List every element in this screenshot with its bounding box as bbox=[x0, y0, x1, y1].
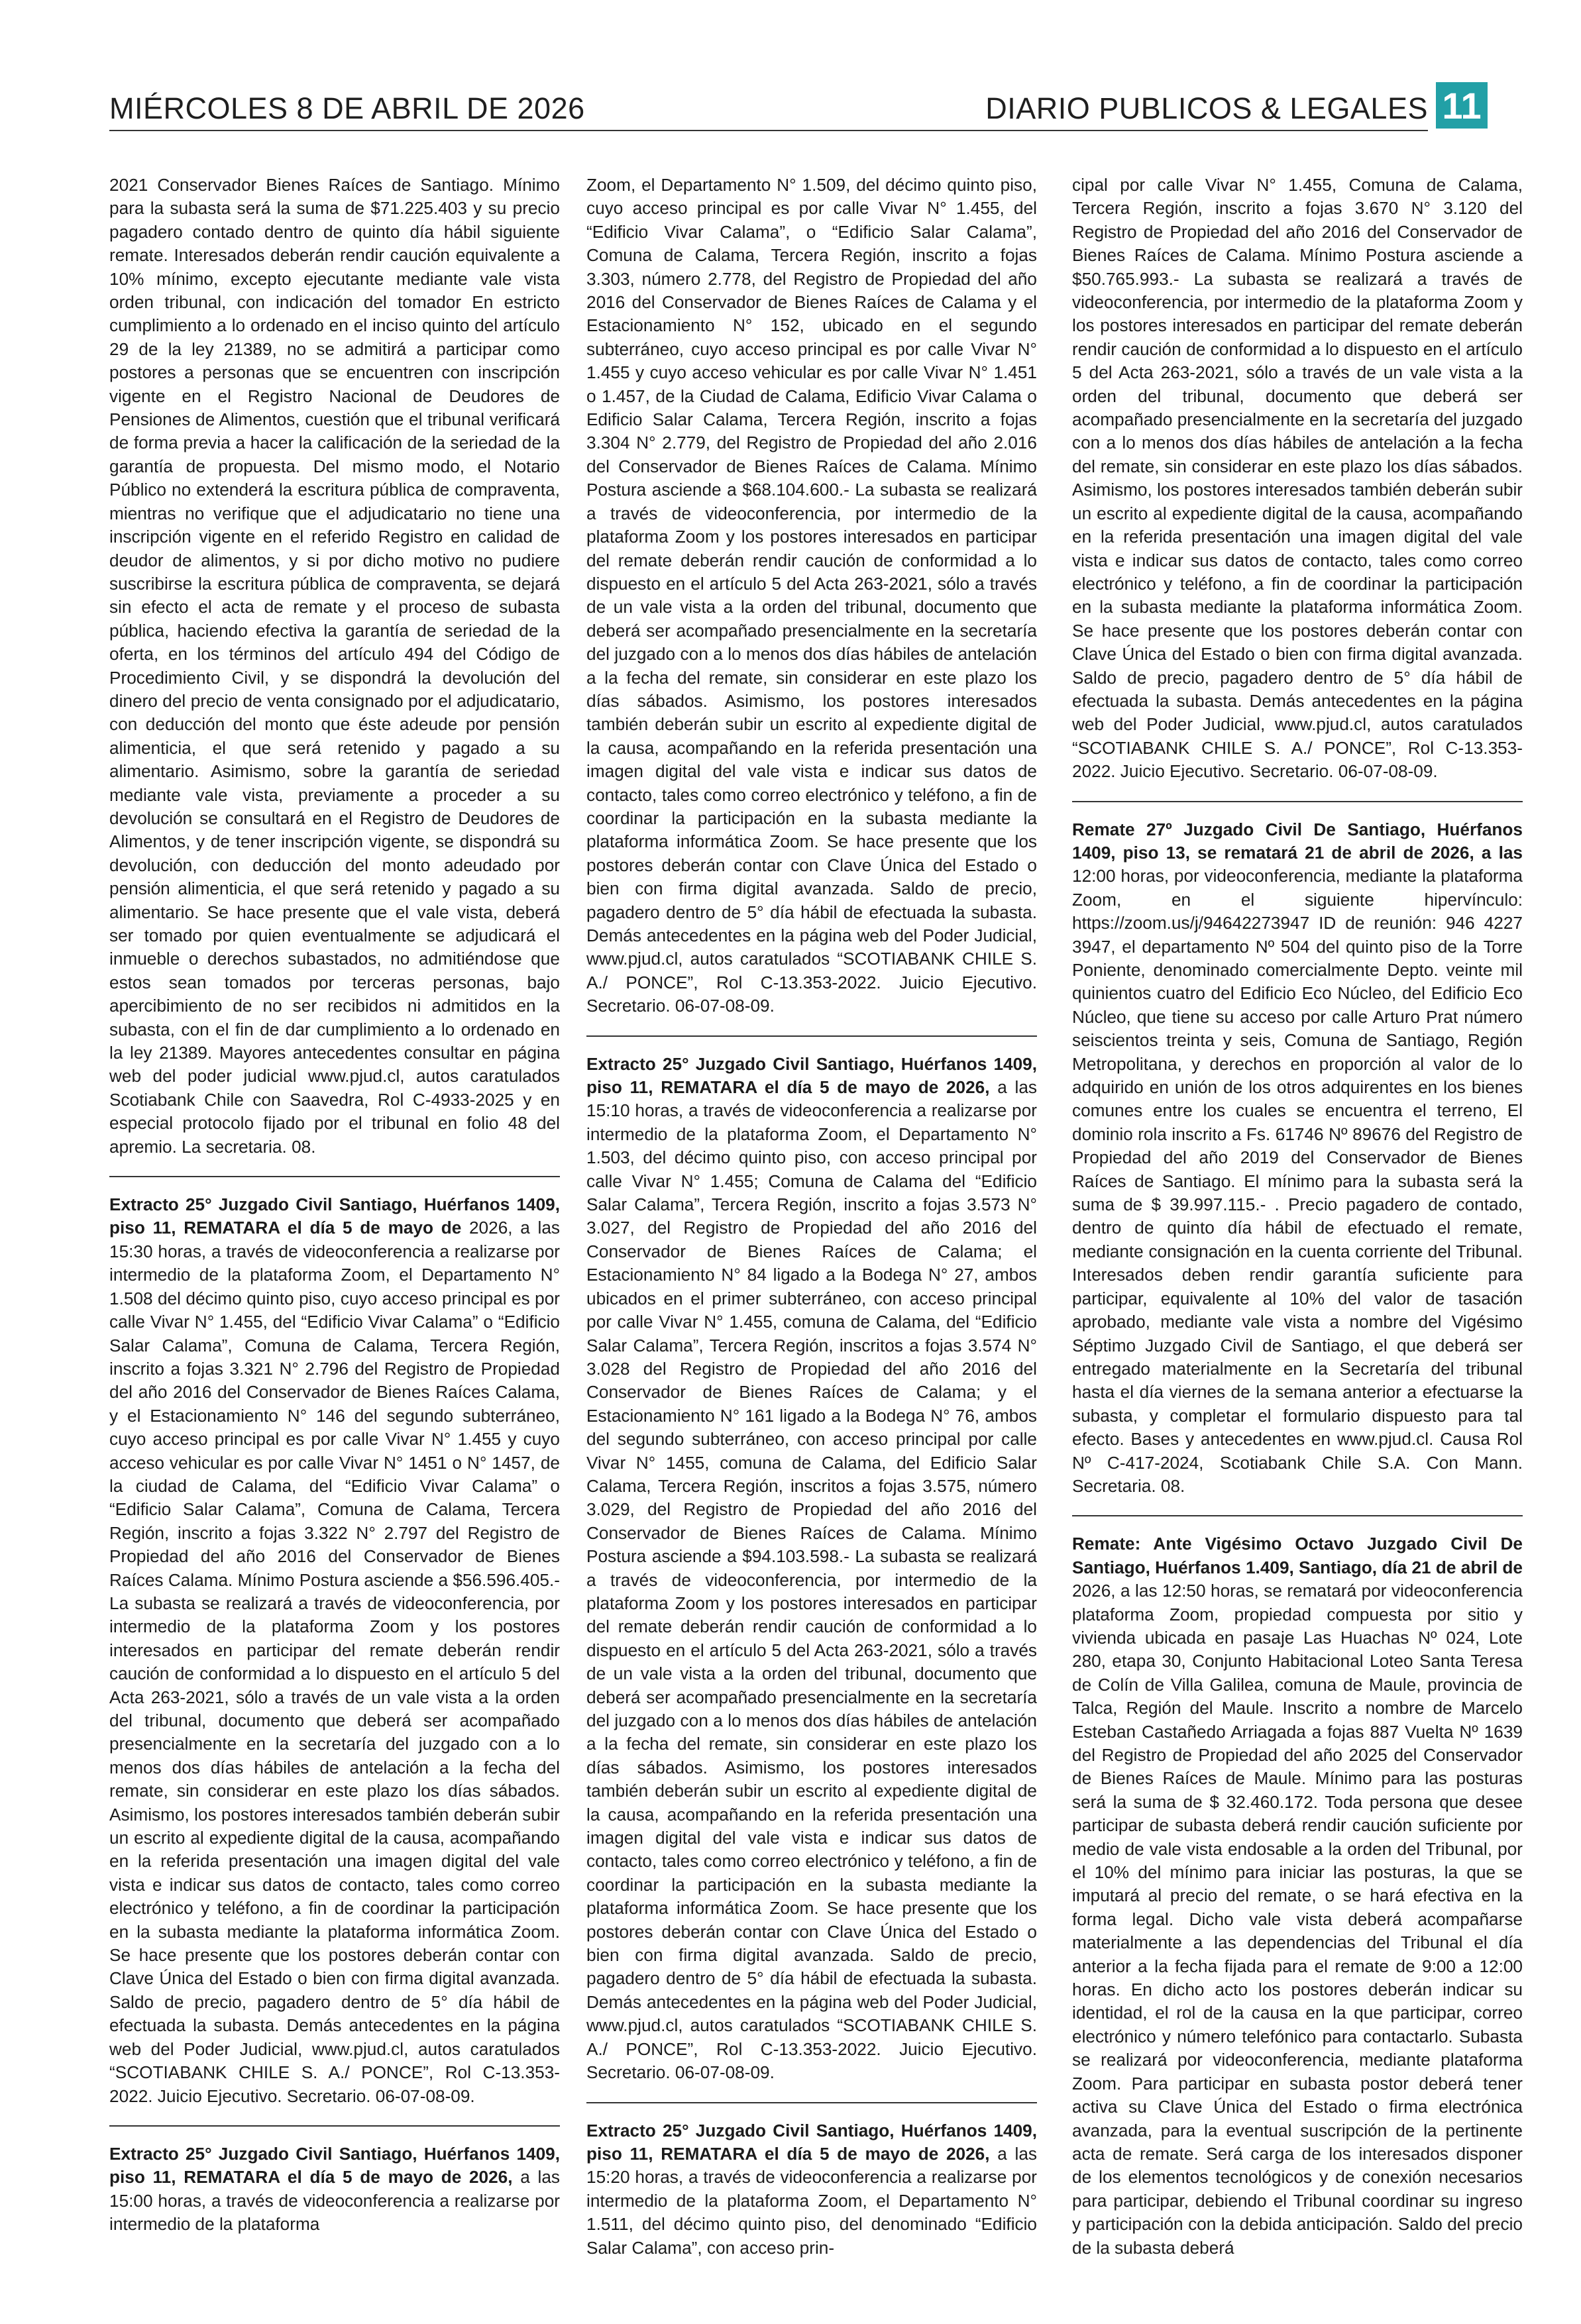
notice-separator bbox=[586, 1035, 1037, 1037]
header-rule bbox=[109, 130, 1428, 131]
notice-paragraph bbox=[109, 1193, 560, 2108]
column-3 bbox=[1072, 174, 1523, 2280]
notice-heading: Extracto 25° Juzgado Civil Santiago, Huérfanos 1409, piso 11, REMATARA el día 5 de mayo de 2026, bbox=[586, 2120, 1037, 2164]
issue-date: MIÉRCOLES 8 DE ABRIL DE 2026 bbox=[109, 91, 585, 125]
notice-body: 2026, a las 15:30 horas, a través de videoconferencia a realizarse por intermedio de la plataforma Zoom, el Departamento N° 1.508 del décimo quinto piso, cuyo acceso principal es por calle Vivar N° 1.455, del “Edificio Vivar Calama” o “Edificio Salar Calama”, Comuna de Calama, Tercera Región, inscrito a fojas 3.321 N° 2.796 del Registro de Propiedad del año 2016 del Conservador de Bienes Raíces Calama, y el Estacionamiento N° 146 del segundo subterráneo, cuyo acceso principal es por calle Vivar N° 1.455 y cuyo acceso vehicular es por calle Vivar N° 1451 o N° 1457, de la ciudad de Calama, del “Edificio Vivar Calama” o “Edificio Salar Calama”, Comuna de Calama, Tercera Región, inscrito a fojas 3.322 N° 2.797 del Registro de Propiedad del año 2016 del Conservador de Bienes Raíces Calama. Mínimo Postura asciende a $56.596.405.- La subasta se realizará a través de videoconferencia, por intermedio de la plataforma Zoom y los postores interesados en participar del remate deberán rendir caución de conformidad a lo dispuesto en el artículo 5 del Acta 263-2021, sólo a través de un vale vista a la orden del tribunal, documento que deberá ser acompañado presencialmente en la secretaría del juzgado con a lo menos dos días hábiles de antelación a la fecha del remate, sin considerar en este plazo los días sábados. Asimismo, los postores interesados también deberán subir un escrito al expediente digital de la causa, acompañando en la referida presentación una imagen digital del vale vista e indicar sus datos de contacto, tales como correo electrónico y teléfono, a fin de coordinar la participación en la subasta mediante la plataforma informática Zoom. Se hace presente que los postores deberán contar con Clave Única del Estado o bien con firma digital avanzada. Saldo de precio, pagadero dentro de 5° día hábil de efectuada la subasta. Demás antecedentes en la página web del Poder Judicial, www.pjud.cl, autos caratulados “SCOTIABANK CHILE S. A./ PONCE”, Rol C-13.353-2022. Juicio Ejecutivo. Secretario. 06-07-08-09. bbox=[109, 1218, 560, 2106]
notice-paragraph bbox=[1072, 818, 1523, 1499]
notice-body: cipal por calle Vivar N° 1.455, Comuna de Calama, Tercera Región, inscrito a fojas 3.670 N° 3.120 del Registro de Propiedad del año 2016 del Conservador de Bienes Raíces de Calama. Mínimo Postura asciende a $50.765.993.- La subasta se realizará a través de videoconferencia, por intermedio de la plataforma Zoom y los postores interesados en participar del remate deberán rendir caución de conformidad a lo dispuesto en el artículo 5 del Acta 263-2021, sólo a través de un vale vista a la orden del tribunal, documento que deberá ser acompañado presencialmente en la secretaría del juzgado con a lo menos dos días hábiles de antelación a la fecha del remate, sin considerar en este plazo los días sábados. Asimismo, los postores interesados también deberán subir un escrito al expediente digital de la causa, acompañando en la referida presentación una imagen digital del vale vista e indicar sus datos de contacto, tales como correo electrónico y teléfono, a fin de coordinar la participación en la subasta mediante la plataforma informática Zoom. Se hace presente que los postores deberán contar con Clave Única del Estado o bien con firma digital avanzada. Saldo de precio, pagadero dentro de 5° día hábil de efectuada la subasta. Demás antecedentes en la página web del Poder Judicial, www.pjud.cl, autos caratulados “SCOTIABANK CHILE S. A./ PONCE”, Rol C-13.353-2022. Juicio Ejecutivo. Secretario. 06-07-08-09. bbox=[1072, 175, 1523, 782]
notice-heading: Extracto 25° Juzgado Civil Santiago, Huérfanos 1409, piso 11, REMATARA el día 5 de mayo de bbox=[109, 1194, 560, 1238]
notice-heading: Remate 27º Juzgado Civil De Santiago, Huérfanos 1409, piso 13, se rematará 21 de abril de 2026, a las bbox=[1072, 819, 1523, 863]
notice-separator bbox=[1072, 801, 1523, 802]
notice-body: a las 15:20 horas, a través de videoconferencia a realizarse por intermedio de la plataforma Zoom, el Departamento N° 1.511, del décimo quinto piso, del denominado “Edificio Salar Calama”, con acceso prin- bbox=[586, 2143, 1037, 2258]
legal-notice bbox=[109, 174, 560, 1159]
notice-body: a las 15:00 horas, a través de videoconferencia a realizarse por intermedio de la plataforma bbox=[109, 2167, 560, 2235]
page-header bbox=[109, 82, 1488, 135]
page-number-badge: 11 bbox=[1436, 82, 1488, 129]
notice-heading: Extracto 25° Juzgado Civil Santiago, Huérfanos 1409, piso 11, REMATARA el día 5 de mayo de 2026, bbox=[586, 1053, 1037, 1098]
legal-notice bbox=[586, 2119, 1037, 2260]
notice-separator bbox=[586, 2102, 1037, 2103]
notice-paragraph bbox=[1072, 1532, 1523, 2260]
legal-notice bbox=[586, 174, 1037, 1018]
publication-title: DIARIO PUBLICOS & LEGALES bbox=[985, 91, 1428, 125]
notice-body: a las 15:10 horas, a través de videoconferencia a realizarse por intermedio de la plataforma Zoom, el Departamento N° 1.503, del décimo quinto piso, con acceso principal por calle Vivar N° 1.455; Comuna de Calama del “Edificio Salar Calama”, Tercera Región, inscrito a fojas 3.573 N° 3.027, del Registro de Propiedad del año 2016 del Conservador de Bienes Raíces de Calama; el Estacionamiento N° 84 ligado a la Bodega N° 27, ambos ubicados en el primer subterráneo, con acceso principal por calle Vivar N° 1.455, comuna de Calama, del “Edificio Salar Calama”, Tercera Región, inscritos a fojas 3.574 N° 3.028 del Registro de Propiedad del año 2016 del Conservador de Bienes Raíces de Calama; y el Estacionamiento N° 161 ligado a la Bodega N° 76, ambos del segundo subterráneo, con acceso principal por calle Vivar N° 1455, comuna de Calama, del Edificio Salar Calama, Tercera Región, inscritos a fojas 3.575, número 3.029, del Registro de Propiedad del año 2016 del Conservador de Bienes Raíces de Calama. Mínimo Postura asciende a $94.103.598.- La subasta se realizará a través de videoconferencia, por intermedio de la plataforma Zoom y los postores interesados en participar del remate deberán rendir caución de conformidad a lo dispuesto en el artículo 5 del Acta 263-2021, sólo a través de un vale vista a la orden del tribunal, documento que deberá ser acompañado presencialmente en la secretaría del juzgado con a lo menos dos días hábiles de antelación a la fecha del remate, sin considerar en este plazo los días sábados. Asimismo, los postores interesados también deberán subir un escrito al expediente digital de la causa, acompañando en la referida presentación una imagen digital del vale vista e indicar sus datos de contacto, tales como correo electrónico y teléfono, a fin de coordinar la participación en la subasta mediante la plataforma informática Zoom. Se hace presente que los postores deberán contar con Clave Única del Estado o bien con firma digital avanzada. Saldo de precio, pagadero dentro de 5° día hábil de efectuada la subasta. Demás antecedentes en la página web del Poder Judicial, www.pjud.cl, autos caratulados “SCOTIABANK CHILE S. A./ PONCE”, Rol C-13.353-2022. Juicio Ejecutivo. Secretario. 06-07-08-09. bbox=[586, 1077, 1037, 2083]
notice-separator bbox=[109, 1176, 560, 1177]
column-2 bbox=[586, 174, 1037, 2280]
legal-notice bbox=[109, 2142, 560, 2237]
notice-separator bbox=[109, 2125, 560, 2127]
legal-notice bbox=[1072, 1532, 1523, 2260]
notice-heading: Extracto 25° Juzgado Civil Santiago, Huérfanos 1409, piso 11, REMATARA el día 5 de mayo de 2026, bbox=[109, 2143, 560, 2188]
notice-separator bbox=[1072, 1515, 1523, 1516]
legal-notice bbox=[1072, 818, 1523, 1499]
notice-paragraph bbox=[109, 2142, 560, 2237]
legal-notice bbox=[586, 1053, 1037, 2085]
notice-body: Zoom, el Departamento N° 1.509, del décimo quinto piso, cuyo acceso principal es por calle Vivar N° 1.455, del “Edificio Vivar Calama”, o “Edificio Salar Calama”, Comuna de Calama, Tercera Región, inscrito a fojas 3.303, número 2.778, del Registro de Propiedad del año 2016 del Conservador de Bienes Raíces de Calama y el Estacionamiento N° 152, ubicado en el segundo subterráneo, cuyo acceso principal es por calle Vivar N° 1.455 y cuyo acceso vehicular es por calle Vivar N° 1.451 o 1.457, de la Ciudad de Calama, Edificio Vivar Calama o Edificio Salar Calama, Tercera Región, inscrito a fojas 3.304 N° 2.779, del Registro de Propiedad del año 2.016 del Conservador de Bienes Raíces de Calama. Mínimo Postura asciende a $68.104.600.- La subasta se realizará a través de videoconferencia, por intermedio de la plataforma Zoom y los postores interesados en participar del remate deberán rendir caución de conformidad a lo dispuesto en el artículo 5 del Acta 263-2021, sólo a través de un vale vista a la orden del tribunal, documento que deberá ser acompañado presencialmente en la secretaría del juzgado con a lo menos dos días hábiles de antelación a la fecha del remate, sin considerar en este plazo los días sábados. Asimismo, los postores interesados también deberán subir un escrito al expediente digital de la causa, acompañando en la referida presentación una imagen digital del vale vista e indicar sus datos de contacto, tales como correo electrónico y teléfono, a fin de coordinar la participación en la subasta mediante la plataforma informática Zoom. Se hace presente que los postores deberán contar con Clave Única del Estado o bien con firma digital avanzada. Saldo de precio, pagadero dentro de 5° día hábil de efectuada la subasta. Demás antecedentes en la página web del Poder Judicial, www.pjud.cl, autos caratulados “SCOTIABANK CHILE S. A./ PONCE”, Rol C-13.353-2022. Juicio Ejecutivo. Secretario. 06-07-08-09. bbox=[586, 175, 1037, 1016]
notice-paragraph bbox=[586, 1053, 1037, 2085]
notice-body: 2026, a las 12:50 horas, se rematará por videoconferencia plataforma Zoom, propiedad compuesta por sitio y vivienda ubicada en pasaje Las Huachas Nº 024, Lote 280, etapa 30, Conjunto Habitacional Loteo Santa Teresa de Colín de Villa Galilea, comuna de Maule, provincia de Talca, Región del Maule. Inscrito a nombre de Marcelo Esteban Castañedo Arriagada a fojas 887 Vuelta Nº 1639 del Registro de Propiedad del año 2025 del Conservador de Bienes Raíces de Maule. Mínimo para las posturas será la suma de $ 32.460.172. Toda persona que desee participar de subasta deberá rendir caución suficiente por medio de vale vista endosable a la orden del Tribunal, por el 10% del mínimo para iniciar las posturas, la que se imputará al precio del remate, o se hará efectiva en la forma legal. Dicho vale vista deberá acompañarse materialmente a las dependencias del Tribunal el día anterior a la fecha fijada para el remate de 9:00 a 12:00 horas. En dicho acto los postores deberán indicar su identidad, el rol de la causa en la que participar, correo electrónico y número telefónico para contactarlo. Subasta se realizará por videoconferencia, mediante plataforma Zoom. Para participar en subasta postor deberá tener activa su Clave Única del Estado o firma electrónica avanzada, para la eventual suscripción de la pertinente acta de remate. Será carga de los interesados disponer de los elementos tecnológicos y de conexión necesarios para participar, debiendo el Tribunal coordinar su ingreso y participación con la debida anticipación. Saldo del precio de la subasta deberá bbox=[1072, 1581, 1523, 2258]
column-1 bbox=[109, 174, 560, 2280]
legal-notice bbox=[1072, 174, 1523, 784]
legal-notice bbox=[109, 1193, 560, 2108]
notice-body: 2021 Conservador Bienes Raíces de Santiago. Mínimo para la subasta será la suma de $71.225.403 y su precio pagadero contado dentro de quinto día hábil siguiente remate. Interesados deberán rendir caución equivalente a 10% mínimo, excepto ejecutante mediante vale vista orden tribunal, con indicación del tomador En estricto cumplimiento a lo ordenado en el inciso quinto del artículo 29 de la ley 21389, no se admitirá a participar como postores a personas que se encuentren con inscripción vigente en el Registro Nacional de Deudores de Pensiones de Alimentos, cuestión que el tribunal verificará de forma previa a hacer la calificación de la seriedad de la garantía de propuesta. Del mismo modo, el Notario Público no extenderá la escritura pública de compraventa, mientras no verifique que el adjudicatario no tiene una inscripción vigente en el referido Registro en calidad de deudor de alimentos, y si por dicho motivo no pudiere suscribirse la escritura pública de compraventa, se dejará sin efecto el acta de remate y el proceso de subasta pública, haciendo efectiva la garantía de seriedad de la oferta, en los términos del artículo 494 del Código de Procedimiento Civil, y se dispondrá la devolución del dinero del precio de venta consignado por el adjudicatario, con deducción del monto que éste adeude por pensión alimenticia, el que será retenido y pagado a su alimentario. Asimismo, sobre la garantía de seriedad mediante vale vista, previamente a proceder a su devolución se consultará en el Registro de Deudores de Alimentos, y de tener inscripción vigente, se dispondrá su devolución, con deducción del monto adeudado por pensión alimenticia, el que será retenido y pagado a su alimentario. Se hace presente que el vale vista, deberá ser tomado por quien eventualmente se adjudicará el inmueble o derechos subastados, no admitiéndose que estos sean tomados por terceras personas, bajo apercibimiento de no ser recibidos ni admitidos en la subasta, con el fin de dar cumplimiento a lo ordenado en la ley 21389. Mayores antecedentes consultar en página web del poder judicial www.pjud.cl, autos caratulados Scotiabank Chile con Saavedra, Rol C-4933-2025 y en especial protocolo fijado por el tribunal en folio 48 del apremio. La secretaria. 08. bbox=[109, 175, 560, 1157]
notice-body: 12:00 horas, por videoconferencia, mediante la plataforma Zoom, en el siguiente hipervínculo: https://zoom.us/j/94642273947 ID de reunión: 946 4227 3947, el departamento Nº 504 del quinto piso de la Torre Poniente, denominado comercialmente Depto. veinte mil quinientos cuatro del Edificio Eco Núcleo, del Edificio Eco Núcleo, que tiene su acceso por calle Arturo Prat número seiscientos treinta y seis, Comuna de Santiago, Región Metropolitana, y derechos en proporción al valor de lo adquirido en unión de los otros adquirentes en los bienes comunes entre los cuales se encuentra el terreno, El dominio rola inscrito a Fs. 61746 Nº 89676 del Registro de Propiedad del año 2019 del Conservador de Bienes Raíces de Santiago. El mínimo para la subasta será la suma de $ 39.997.115.- . Precio pagadero de contado, dentro de quinto día hábil de efectuado el remate, mediante consignación en la cuenta corriente del Tribunal. Interesados deben rendir garantía suficiente para participar, equivalente al 10% del valor de tasación aprobado, mediante vale vista a nombre del Vigésimo Séptimo Juzgado Civil de Santiago, el que deberá ser entregado materialmente en la Secretaría del tribunal hasta el día viernes de la semana anterior a efectuarse la subasta, y completar el formulario dispuesto para tal efecto. Bases y antecedentes en www.pjud.cl. Causa Rol Nº C-417-2024, Scotiabank Chile S.A. Con Mann. Secretaria. 08. bbox=[1072, 866, 1523, 1496]
notice-heading: Remate: Ante Vigésimo Octavo Juzgado Civil De Santiago, Huérfanos 1.409, Santiago, día 21 de abril de bbox=[1072, 1534, 1523, 1577]
notice-paragraph bbox=[586, 2119, 1037, 2260]
